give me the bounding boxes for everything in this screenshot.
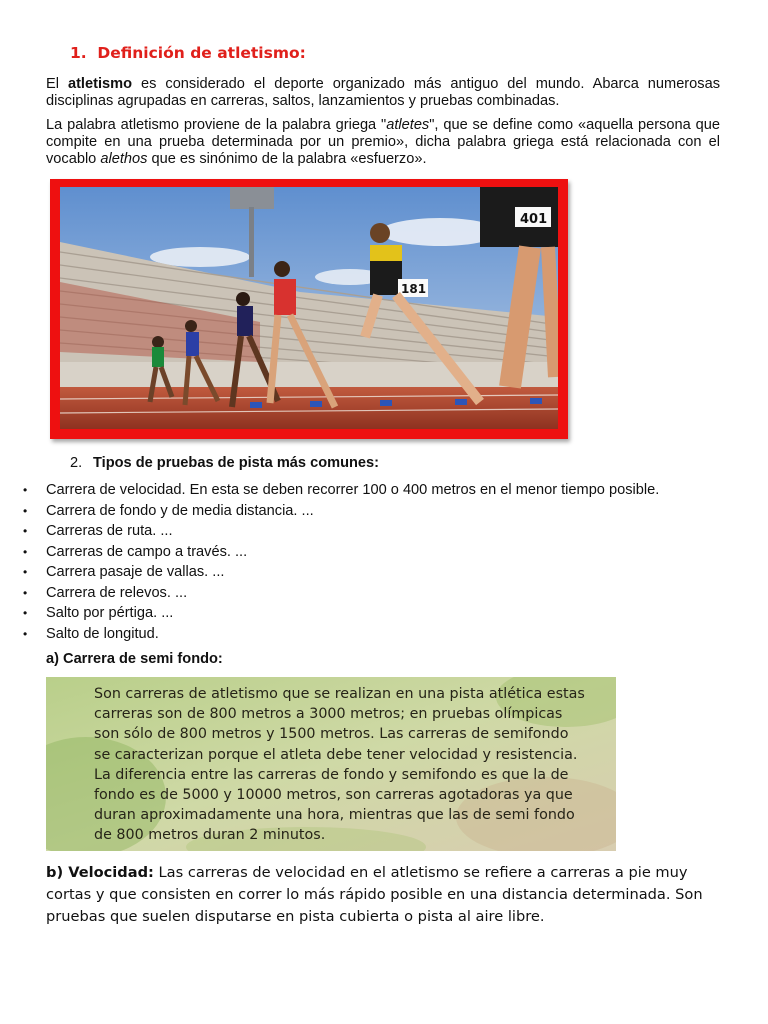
text-run: que es sinónimo de la palabra «esfuerzo». — [147, 151, 427, 167]
bullet-icon: • — [23, 503, 28, 518]
bib-number: 401 — [520, 212, 548, 227]
list-item — [0, 521, 659, 542]
list-item — [0, 583, 659, 604]
italic-term: alethos — [100, 151, 148, 167]
bold-term: atletismo — [67, 76, 133, 92]
text-line: de 800 metros duran 2 minutos. — [94, 827, 326, 844]
text-run: es considerado el deporte organizado más antiguo del mundo. Abarca numerosas disciplinas agrupadas en carreras, saltos, lanzamientos y pruebas combinadas. — [46, 76, 720, 109]
bullet-icon: • — [23, 585, 28, 600]
photo-frame — [50, 179, 568, 439]
text-run: ", que se define como «aquella persona que compite en una prueba determinada por un premio», dicha palabra griega está relacionada con el vocablo — [46, 117, 720, 167]
list-item-text: Carreras de ruta. ... — [46, 523, 173, 539]
bullet-icon: • — [23, 483, 28, 497]
italic-term: atletes — [386, 117, 430, 133]
list-item-text: Carrera de fondo y de media distancia. ... — [46, 502, 314, 519]
list-item-text: Carreras de campo a través. ... — [46, 543, 248, 560]
section-heading-1 — [70, 44, 306, 62]
list-item-text: Carrera de relevos. ... — [46, 584, 188, 601]
heading-text: Definición de atletismo: — [97, 44, 306, 62]
section-heading-2 — [70, 455, 379, 471]
sprinters-photo — [60, 187, 558, 429]
list-item — [0, 501, 659, 522]
text-line: La diferencia entre las carreras de fondo y semifondo es que la de — [94, 766, 569, 783]
etymology-paragraph — [46, 117, 720, 168]
list-item — [0, 562, 659, 583]
heading-text: Tipos de pruebas de pista más comunes: — [93, 455, 380, 471]
list-item — [0, 624, 659, 645]
bold-term: b) Velocidad: — [46, 864, 154, 881]
text-run: La palabra atletismo proviene de la palabra griega " — [46, 117, 387, 133]
list-item — [0, 542, 659, 563]
list-item-text: Carrera de velocidad. En esta se deben recorrer 100 o 400 metros en el menor tiempo posible. — [46, 482, 660, 498]
list-item-text: Salto de longitud. — [46, 625, 159, 642]
text-run: El — [46, 76, 68, 92]
bullet-icon: • — [23, 626, 28, 641]
text-line: Son carreras de atletismo que se realizan en una pista atlética estas — [94, 686, 585, 702]
text-run: Las carreras de velocidad en el atletismo se refiere a carreras a pie muy cortas y que consisten en correr lo más rápido posible en una distancia determinada. Son pruebas que suelen disputarse en pista cubierta o pista al aire libre. — [46, 864, 703, 925]
bullet-icon: • — [23, 565, 28, 579]
list-item — [0, 480, 659, 501]
text-line: son sólo de 800 metros y 1500 metros. Las carreras de semifondo — [94, 726, 569, 743]
heading-number: 1. — [70, 44, 87, 62]
velocidad-paragraph — [46, 862, 736, 928]
event-list — [0, 480, 659, 644]
intro-paragraph — [46, 76, 720, 110]
list-item — [0, 603, 659, 624]
subheading-semifondo: a) Carrera de semi fondo: — [46, 651, 223, 667]
text-line: duran aproximadamente una hora, mientras que las de semi fondo — [94, 807, 575, 824]
sprinters-illustration — [60, 187, 558, 429]
heading-number: 2. — [70, 455, 83, 471]
text-line: carreras son de 800 metros a 3000 metros; en pruebas olímpicas — [94, 706, 563, 723]
text-line: fondo es de 5000 y 10000 metros, son carreras agotadoras ya que — [94, 786, 573, 803]
list-item-text: Salto por pértiga. ... — [46, 605, 174, 621]
semifondo-text — [94, 684, 594, 846]
semifondo-image — [46, 677, 616, 851]
bullet-icon: • — [23, 524, 28, 538]
bullet-icon: • — [23, 544, 28, 559]
text-line: se caracterizan porque el atleta debe tener velocidad y resistencia. — [94, 746, 578, 763]
list-item-text: Carrera pasaje de vallas. ... — [46, 564, 225, 580]
bib-number: 181 — [401, 282, 427, 296]
bullet-icon: • — [23, 606, 28, 620]
